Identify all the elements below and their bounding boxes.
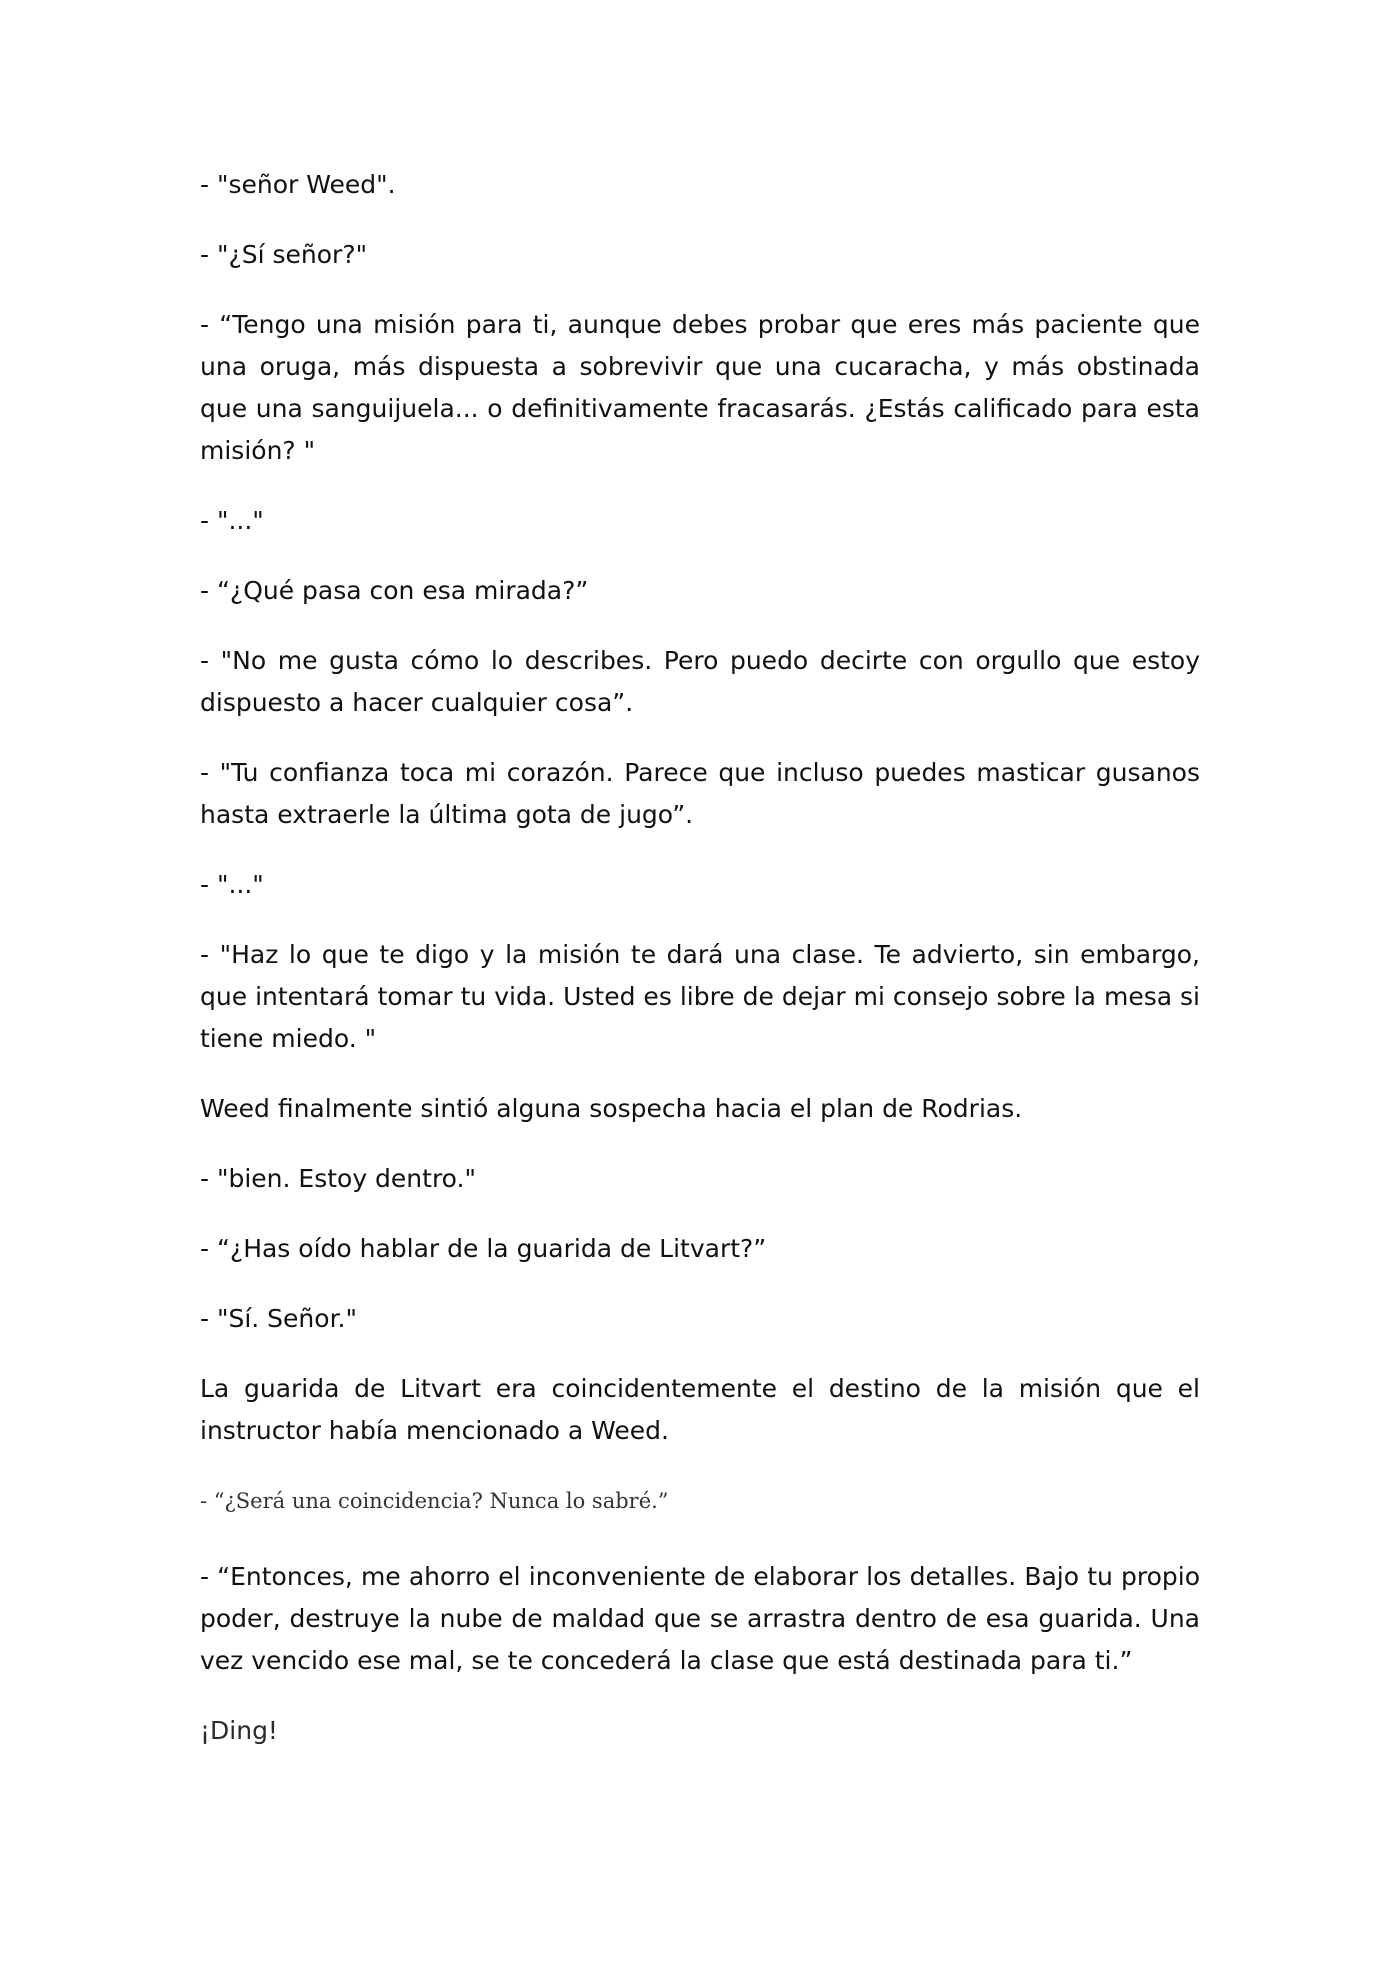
paragraph-1: - "señor Weed". <box>200 170 396 199</box>
paragraph-15: - “¿Será una coincidencia? Nunca lo sabré.” <box>200 1489 669 1513</box>
text-body <box>200 164 1200 1780</box>
paragraph-2: - "¿Sí señor?" <box>200 240 368 269</box>
paragraph-10: Weed finalmente sintió alguna sospecha hacia el plan de Rodrias. <box>200 1094 1023 1123</box>
paragraph-9: - "Haz lo que te digo y la misión te dará una clase. Te advierto, sin embargo, que intentará tomar tu vida. Usted es libre de dejar mi consejo sobre la mesa si tiene miedo. " <box>200 940 1200 1053</box>
paragraph-16: - “Entonces, me ahorro el inconveniente de elaborar los detalles. Bajo tu propio poder, destruye la nube de maldad que se arrastra dentro de esa guarida. Una vez vencido ese mal, se te concederá la clase que está destinada para ti.” <box>200 1562 1200 1675</box>
paragraph-13: - "Sí. Señor." <box>200 1304 357 1333</box>
paragraph-6: - "No me gusta cómo lo describes. Pero puedo decirte con orgullo que estoy dispuesto a hacer cualquier cosa”. <box>200 646 1200 717</box>
paragraph-12: - “¿Has oído hablar de la guarida de Litvart?” <box>200 1234 767 1263</box>
paragraph-14: La guarida de Litvart era coincidentemente el destino de la misión que el instructor había mencionado a Weed. <box>200 1374 1200 1445</box>
paragraph-7: - "Tu confianza toca mi corazón. Parece que incluso puedes masticar gusanos hasta extraerle la última gota de jugo”. <box>200 758 1200 829</box>
paragraph-5: - “¿Qué pasa con esa mirada?” <box>200 576 589 605</box>
paragraph-11: - "bien. Estoy dentro." <box>200 1164 476 1193</box>
paragraph-4: - "..." <box>200 506 264 535</box>
paragraph-8: - "..." <box>200 870 264 899</box>
paragraph-3: - “Tengo una misión para ti, aunque debes probar que eres más paciente que una oruga, más dispuesta a sobrevivir que una cucaracha, y más obstinada que una sanguijuela... o definitivamente fracasarás. ¿Estás calificado para esta misión? " <box>200 310 1200 465</box>
paragraph-17: ¡Ding! <box>200 1716 278 1745</box>
